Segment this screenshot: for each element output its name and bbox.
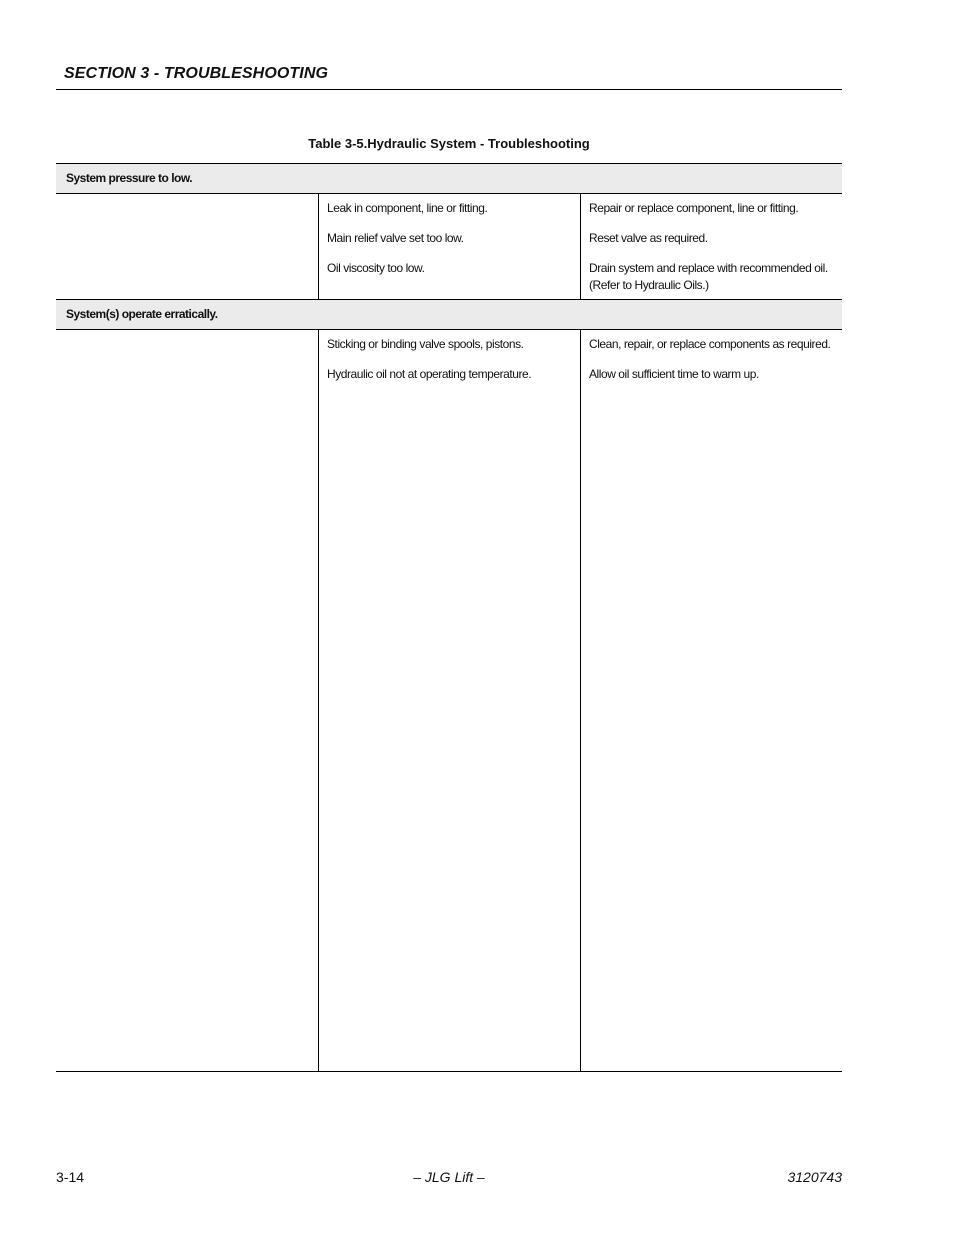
group-header-pressure [56, 164, 842, 194]
remedy-item: Reset valve as required. [589, 231, 708, 245]
troubleshooting-table [56, 163, 842, 1072]
remedy-item: Repair or replace component, line or fitting. [589, 201, 799, 215]
group-body-erratic [56, 330, 842, 1072]
blank-column [56, 330, 318, 1071]
section-title: SECTION 3 - TROUBLESHOOTING [64, 65, 329, 82]
page-number: 3-14 [56, 1169, 85, 1185]
remedy-item: Clean, repair, or replace components as required. [589, 337, 831, 351]
table-title: Table 3-5.Hydraulic System - Troubleshooting [308, 136, 590, 151]
causes-column [318, 194, 580, 299]
remedies-column [580, 194, 842, 299]
cause-item: Sticking or binding valve spools, pistons. [327, 337, 524, 351]
remedies-column [580, 330, 842, 1071]
group-header-erratic [56, 300, 842, 330]
causes-column [318, 330, 580, 1071]
cause-item: Oil viscosity too low. [327, 261, 425, 275]
footer-brand: – JLG Lift – [413, 1169, 485, 1185]
group-heading: System pressure to low. [66, 171, 193, 185]
cause-item: Leak in component, line or fitting. [327, 201, 488, 215]
cause-item: Hydraulic oil not at operating temperature. [327, 367, 532, 381]
remedy-item: Allow oil sufficient time to warm up. [589, 367, 759, 381]
document-number: 3120743 [787, 1169, 842, 1185]
remedy-item: Drain system and replace with recommended oil. (Refer to Hydraulic Oils.) [589, 261, 828, 292]
group-body-pressure [56, 194, 842, 300]
cause-item: Main relief valve set too low. [327, 231, 464, 245]
page-header [56, 64, 842, 90]
blank-column [56, 194, 318, 299]
group-heading: System(s) operate erratically. [66, 307, 218, 321]
